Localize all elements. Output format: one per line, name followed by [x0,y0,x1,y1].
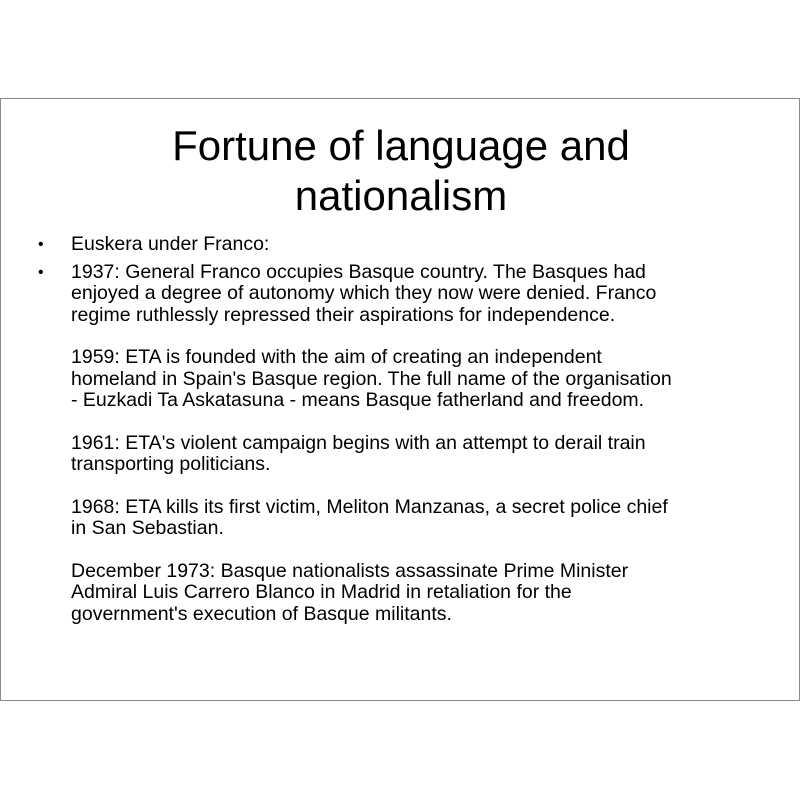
timeline-paragraph-1959 [71,347,771,412]
bullet-icon: • [38,236,44,253]
paragraph-line: 1961: ETA's violent campaign begins with an attempt to derail train [71,431,646,454]
slide-content [1,234,800,631]
bullet-item-euskera [1,234,771,256]
paragraph-line: in San Sebastian. [71,517,224,539]
timeline-paragraph-1937 [71,262,771,327]
timeline-paragraph-1973 [71,561,771,626]
paragraph-line: 1937: General Franco occupies Basque country. The Basques had [71,260,646,283]
slide-title-line: Fortune of language and [172,122,630,169]
paragraph-line: homeland in Spain's Basque region. The full name of the organisation [71,367,672,390]
bullet-item-timeline [1,262,771,626]
slide-title-line: nationalism [294,172,508,219]
paragraph-line: Admiral Luis Carrero Blanco in Madrid in retaliation for the [71,581,572,603]
paragraph-line: government's execution of Basque militants. [71,602,452,625]
paragraph-line: 1968: ETA kills its first victim, Meliton Manzanas, a secret police chief [71,495,668,518]
timeline-paragraph-1968 [71,497,771,540]
timeline-paragraph-1961 [71,433,771,476]
bullet-text: Euskera under Franco: [71,233,270,255]
paragraph-line: December 1973: Basque nationalists assassinate Prime Minister [71,559,629,582]
paragraph-line: 1959: ETA is founded with the aim of creating an independent [71,346,602,368]
paragraph-line: - Euzkadi Ta Askatasuna - means Basque fatherland and freedom. [71,389,645,411]
paragraph-line: transporting politicians. [71,453,271,475]
bullet-icon: • [38,263,44,281]
paragraph-line: enjoyed a degree of autonomy which they now were denied. Franco [71,282,657,304]
paragraph-line: regime ruthlessly repressed their aspirations for independence. [71,303,616,326]
slide [0,98,800,701]
slide-title [1,121,800,221]
